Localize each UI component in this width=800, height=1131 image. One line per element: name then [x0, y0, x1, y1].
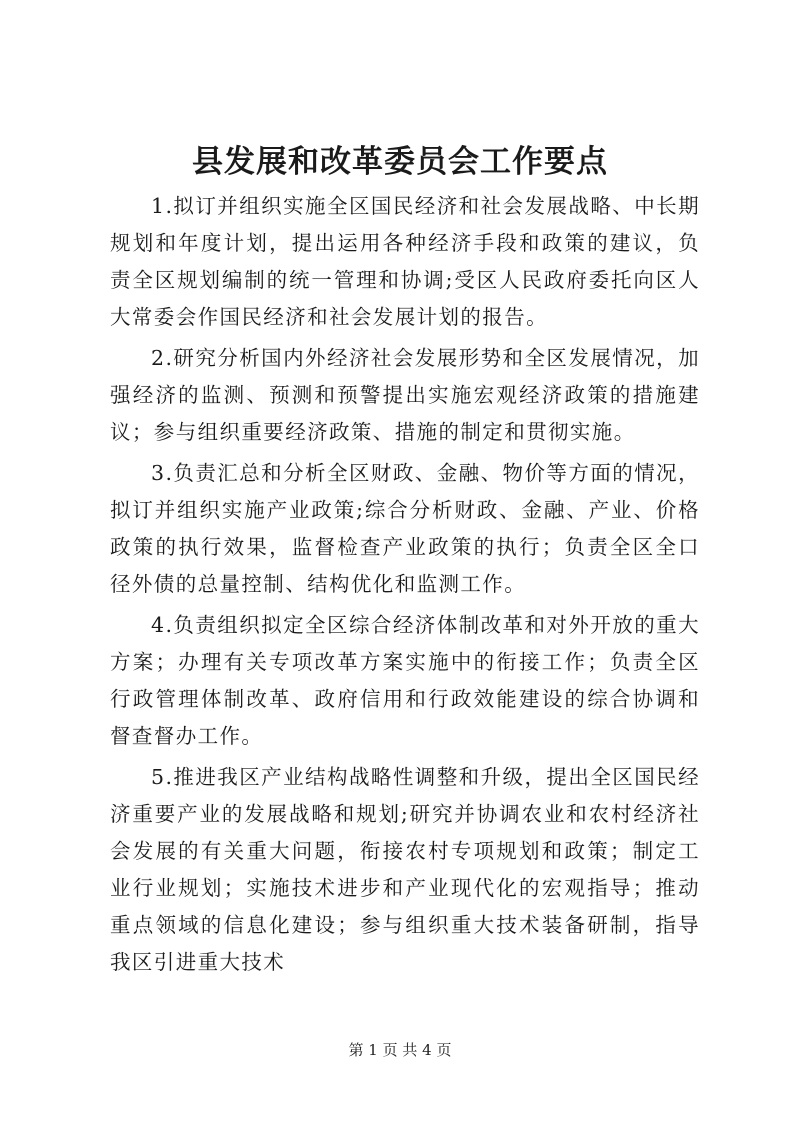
- paragraph-3: 3.负责汇总和分析全区财政、金融、物价等方面的情况，拟订并组织实施产业政策;综合分析财政、金融、产业、价格政策的执行效果，监督检查产业政策的执行；负责全区全口径外债的总量控制、结构优化和监测工作。: [110, 461, 700, 596]
- page-title: 县发展和改革委员会工作要点: [192, 144, 608, 180]
- paragraph-2: 2.研究分析国内外经济社会发展形势和全区发展情况，加强经济的监测、预测和预警提出实施宏观经济政策的措施建议；参与组织重要经济政策、措施的制定和贯彻实施。: [110, 346, 700, 444]
- paragraph-5: 5.推进我区产业结构战略性调整和升级，提出全区国民经济重要产业的发展战略和规划;研究并协调农业和农村经济社会发展的有关重大问题，衔接农村专项规划和政策；制定工业行业规划；实施技术进步和产业现代化的宏观指导；推动重点领域的信息化建设；参与组织重大技术装备研制，指导我区引进重大技术: [110, 765, 700, 974]
- page-footer: 第 1 页 共 4 页: [348, 1041, 452, 1059]
- paragraph-1: 1.拟订并组织实施全区国民经济和社会发展战略、中长期规划和年度计划，提出运用各种经济手段和政策的建议，负责全区规划编制的统一管理和协调;受区人民政府委托向区人大常委会作国民经济和社会发展计划的报告。: [110, 194, 700, 329]
- document-body: [110, 188, 700, 985]
- paragraph-4: 4.负责组织拟定全区综合经济体制改革和对外开放的重大方案；办理有关专项改革方案实施中的衔接工作；负责全区行政管理体制改革、政府信用和行政效能建设的综合协调和督查督办工作。: [110, 613, 700, 748]
